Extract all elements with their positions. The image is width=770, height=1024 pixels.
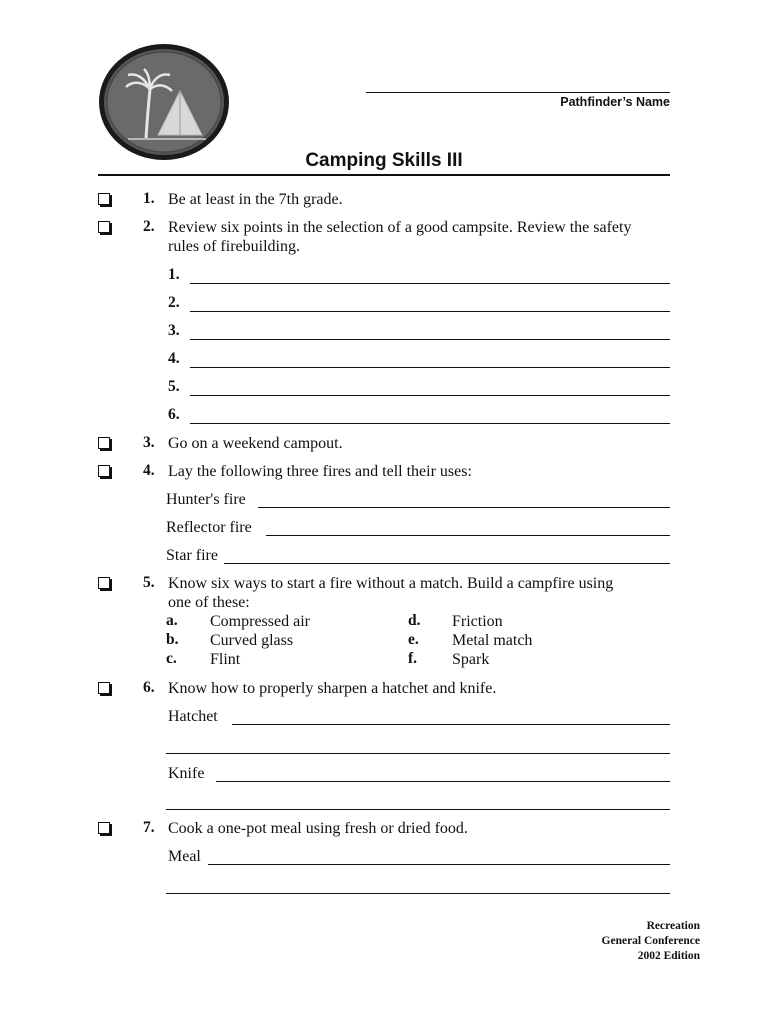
meal-line[interactable] <box>208 864 670 865</box>
req-1-text: Be at least in the 7th grade. <box>168 191 343 208</box>
fire-option-label: Metal match <box>452 632 533 649</box>
knife-line-2[interactable] <box>166 809 670 810</box>
campsite-point-line[interactable] <box>190 395 670 396</box>
fire-option-label: Compressed air <box>210 613 310 630</box>
req-2-number: 2. <box>143 218 155 235</box>
campsite-point-label: 4. <box>168 350 180 367</box>
fire-option-letter: d. <box>408 612 421 629</box>
req-6-text: Know how to properly sharpen a hatchet and knife. <box>168 680 497 697</box>
req-2-text-line1: Review six points in the selection of a good campsite. Review the safety <box>168 219 632 236</box>
reflector-fire-label: Reflector fire <box>166 519 252 536</box>
footer-edition: 2002 Edition <box>637 950 700 962</box>
campsite-point-line[interactable] <box>190 339 670 340</box>
checkbox-req-1[interactable] <box>98 193 110 205</box>
checkbox-req-3[interactable] <box>98 437 110 449</box>
star-fire-line[interactable] <box>224 563 670 564</box>
req-3-number: 3. <box>143 434 155 451</box>
req-5-text-line2: one of these: <box>168 594 250 611</box>
campsite-point-label: 1. <box>168 266 180 283</box>
campsite-point-line[interactable] <box>190 367 670 368</box>
reflector-fire-line[interactable] <box>266 535 670 536</box>
req-4-text: Lay the following three fires and tell their uses: <box>168 463 472 480</box>
checkbox-req-7[interactable] <box>98 822 110 834</box>
campsite-point-line[interactable] <box>190 283 670 284</box>
fire-option-label: Friction <box>452 613 503 630</box>
title-divider <box>98 174 670 176</box>
hatchet-line-2[interactable] <box>166 753 670 754</box>
campsite-point-label: 2. <box>168 294 180 311</box>
hunters-fire-label: Hunter's fire <box>166 491 246 508</box>
pathfinder-name-label: Pathfinder’s Name <box>560 95 670 109</box>
pathfinder-name-line[interactable] <box>366 92 670 93</box>
meal-line-2[interactable] <box>166 893 670 894</box>
hatchet-label: Hatchet <box>168 708 218 725</box>
knife-label: Knife <box>168 765 205 782</box>
fire-option-letter: c. <box>166 650 177 667</box>
footer-organization: General Conference <box>601 935 700 947</box>
edition-footer <box>602 919 700 964</box>
hunters-fire-line[interactable] <box>258 507 670 508</box>
fire-option-label: Curved glass <box>210 632 294 649</box>
req-5-text-line1: Know six ways to start a fire without a match. Build a campfire using <box>168 575 614 592</box>
req-1-number: 1. <box>143 190 155 207</box>
checkbox-req-6[interactable] <box>98 682 110 694</box>
knife-line[interactable] <box>216 781 670 782</box>
checkbox-req-4[interactable] <box>98 465 110 477</box>
campsite-point-label: 5. <box>168 378 180 395</box>
campsite-point-line[interactable] <box>190 423 670 424</box>
meal-label: Meal <box>168 848 201 865</box>
campsite-point-label: 6. <box>168 406 180 423</box>
req-2-text-line2: rules of firebuilding. <box>168 238 300 255</box>
req-5-number: 5. <box>143 574 155 591</box>
page-title: Camping Skills III <box>305 150 463 171</box>
fire-option-letter: a. <box>166 612 178 629</box>
req-4-number: 4. <box>143 462 155 479</box>
fire-option-letter: b. <box>166 631 179 648</box>
checkbox-req-2[interactable] <box>98 221 110 233</box>
fire-option-label: Flint <box>210 651 241 668</box>
footer-category: Recreation <box>646 920 700 932</box>
campsite-point-label: 3. <box>168 322 180 339</box>
camping-badge-icon <box>98 43 230 161</box>
fire-option-letter: f. <box>408 650 418 667</box>
req-3-text: Go on a weekend campout. <box>168 435 343 452</box>
req-7-number: 7. <box>143 819 155 836</box>
fire-option-label: Spark <box>452 651 490 668</box>
campsite-point-line[interactable] <box>190 311 670 312</box>
hatchet-line[interactable] <box>232 724 670 725</box>
req-7-text: Cook a one-pot meal using fresh or dried food. <box>168 820 468 837</box>
checkbox-req-5[interactable] <box>98 577 110 589</box>
fire-option-letter: e. <box>408 631 419 648</box>
req-6-number: 6. <box>143 679 155 696</box>
star-fire-label: Star fire <box>166 547 218 564</box>
